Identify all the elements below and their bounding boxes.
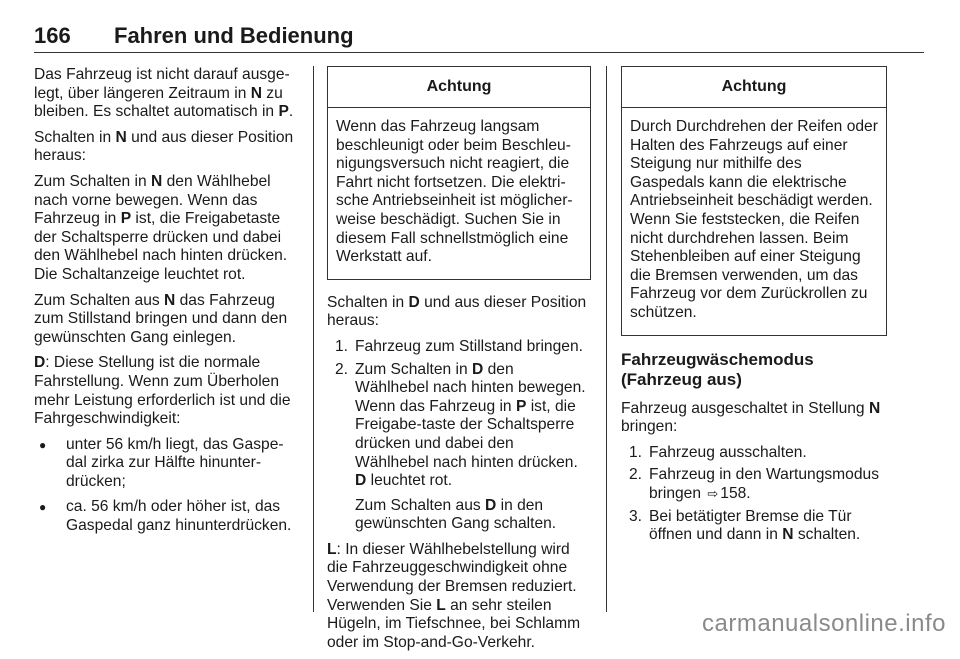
list-item: 1. Fahrzeug ausschalten.: [629, 443, 807, 461]
list-item: ● ca. 56 km/h oder höher ist, das Gaspedal ganz hinunterdrücken.: [34, 498, 302, 535]
paragraph: Fahrzeug ausgeschaltet in Stellung N bringen:: [621, 399, 881, 436]
paragraph: Zum Schalten in N den Wählhebel nach vorne bewegen. Wenn das Fahrzeug in P ist, die Freigabetaste der Schaltsperre drücken und dabei den Wählhebel nach hinten drücken. Die Schaltanzeige leuchtet rot.: [34, 172, 288, 283]
list-item: ● unter 56 km/h liegt, das Gaspe-dal zirka zur Hälfte hinunter-drücken;: [34, 436, 302, 492]
warning-box: [621, 66, 887, 336]
bullet-list: [34, 436, 302, 536]
list-item-subtext: Zum Schalten aus D in den gewünschten Gang schalten.: [355, 496, 557, 533]
column-right: [621, 66, 887, 552]
paragraph: L: In dieser Wählhebelstellung wird die Fahrzeuggeschwindigkeit ohne Verwendung der Bremsen reduziert. Verwenden Sie L an sehr steilen Hügeln, im Tiefschnee, bei Schlamm oder im Stop-and-Go-Verkehr.: [327, 540, 581, 651]
paragraph: Das Fahrzeug ist nicht darauf ausge-legt, über längeren Zeitraum in N zu bleiben. Es schaltet automatisch in P.: [34, 66, 294, 121]
page-number: 166: [34, 23, 71, 48]
column-divider: [313, 66, 314, 612]
column-left: [34, 66, 302, 543]
list-item: 2. Zum Schalten in D den Wählhebel nach hinten bewegen. Wenn das Fahrzeug in P ist, die Freigabe-taste der Schaltsperre drücken und dabei den Wählhebel nach hinten drücken. D leuchtet rot. Zum Schalten aus D in den gewünschten Gang schalten.: [327, 361, 591, 534]
numbered-list: [327, 338, 591, 534]
list-item: 2. Fahrzeug in den Wartungsmodus bringen ⇨ 158.: [629, 466, 879, 502]
column-middle: [327, 66, 591, 659]
page-header: [34, 20, 924, 53]
page-title: Fahren und Bedienung: [114, 23, 354, 48]
column-divider: [606, 66, 607, 612]
numbered-list: [621, 444, 887, 545]
warning-title: Achtung: [328, 67, 590, 108]
paragraph: Schalten in N und aus dieser Position heraus:: [34, 128, 294, 165]
list-item: 1. Fahrzeug zum Stillstand bringen.: [335, 337, 583, 355]
paragraph: D: Diese Stellung ist die normale Fahrstellung. Wenn zum Überholen mehr Leistung erforderlich ist und die Fahrgeschwindigkeit:: [34, 354, 291, 428]
warning-box: [327, 66, 591, 280]
section-heading: Fahrzeugwäschemodus (Fahrzeug aus): [621, 349, 814, 389]
warning-title: Achtung: [622, 67, 886, 108]
page-reference-arrow-icon[interactable]: ⇨: [707, 485, 719, 501]
watermark: carmanualsonline.info: [702, 610, 946, 637]
paragraph: Schalten in D und aus dieser Position heraus:: [327, 293, 587, 330]
warning-text: Wenn das Fahrzeug langsam beschleunigt oder beim Beschleu-nigungsversuch nicht reagiert, die Fahrt nicht fortsetzen. Die elektri-sche Antriebseinheit ist möglicher-weise beschädigt. Suchen Sie in diesem Fall schnellstmöglich eine Werkstatt auf.: [336, 118, 573, 266]
warning-text: Durch Durchdrehen der Reifen oder Halten des Fahrzeugs auf einer Steigung nur mithilfe des Gaspedals kann die elektrische Antriebseinheit beschädigt werden. Wenn Sie feststecken, die Reifen nicht durchdrehen lassen. Beim Stehenbleiben auf einer Steigung die Bremsen verwenden, um das Fahrzeug vor dem Zurückrollen zu schützen.: [630, 118, 878, 321]
page-reference-link[interactable]: 158.: [720, 484, 751, 502]
list-item: 3. Bei betätigter Bremse die Tür öffnen und dann in N schalten.: [629, 507, 861, 544]
paragraph: Zum Schalten aus N das Fahrzeug zum Stillstand bringen und dann den gewünschten Gang einlegen.: [34, 291, 288, 346]
